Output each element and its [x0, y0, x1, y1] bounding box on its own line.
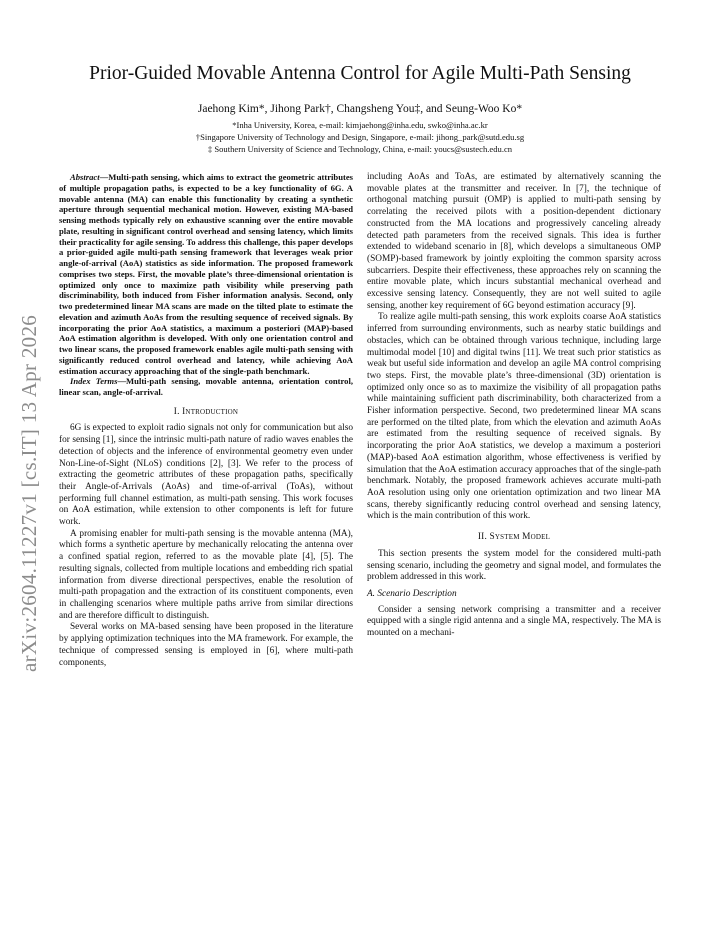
- abstract: [59, 172, 353, 376]
- subsection-heading-scenario: A. Scenario Description: [367, 588, 457, 599]
- intro-paragraph-2: A promising enabler for multi-path sensing is the movable antenna (MA), which forms a synthetic aperture by mechanically relocating the antenna over a confined spatial region, referred to as the movable plate [4], [5]. The resulting signals, collected from multiple locations and embedding rich spatial information from diverse directional perspectives, enable the resolution of multi-path propagation and the extraction of its constituent components, even in challenging scenarios where multiple paths arrive from similar directions and are therefore difficult to distinguish.: [59, 528, 353, 621]
- abstract-label: Abstract: [70, 172, 100, 182]
- right-column: [367, 172, 661, 640]
- index-terms: [59, 376, 353, 398]
- scenario-paragraph: Consider a sensing network comprising a transmitter and a receiver equipped with a single rigid antenna and a single MA, respectively. The MA is mounted on a mechani-: [367, 604, 661, 639]
- paper-title: Prior-Guided Movable Antenna Control for Agile Multi-Path Sensing: [89, 63, 631, 84]
- section-heading-introduction: I. Introduction: [173, 406, 239, 417]
- index-terms-text: —Multi-path sensing, movable antenna, orientation control, linear scan, angle-of-arrival.: [59, 376, 353, 397]
- system-model-intro: This section presents the system model for the considered multi-path sensing scenario, including the geometry and signal model, and formulates the problem addressed in this work.: [367, 548, 661, 583]
- intro-paragraph-3: Several works on MA-based sensing have been proposed in the literature by applying optimization techniques into the MA framework. For example, the technique of compressed sensing is employed in [6], where multi-path components,: [59, 622, 353, 668]
- affiliation-2: †Singapore University of Technology and Design, Singapore, e-mail: jihong_park@sutd.edu.sg: [195, 132, 525, 142]
- left-column: [59, 172, 353, 669]
- arxiv-identifier: arXiv:2604.11227v1 [cs.IT] 13 Apr 2026: [17, 314, 41, 672]
- affiliation-1: *Inha University, Korea, e-mail: kimjaehong@inha.edu, swko@inha.ac.kr: [232, 120, 488, 130]
- abstract-text: —Multi-path sensing, which aims to extract the geometric attributes of multiple propagation paths, is expected to be a key functionality of 6G. A movable antenna (MA) can enable this functionality by creating a synthetic aperture through sequential mechanical motion. However, existing MA-based sensing methods typically rely on exhaustive scanning over the entire movable plate, resulting in significant control overhead and sensing latency, which limits their practicality for agile sensing. To address this challenge, this paper develops a prior-guided agile multi-path sensing framework that leverages weak prior angle-of-arrival (AoA) statistics as side information. The proposed framework comprises two steps. First, the movable plate’s three-dimensional orientation is optimized only once to maximize path visibility while preserving path discriminability, both induced from Fisher information analysis. Second, only two predetermined linear MA scans are made on the tilted plate to estimate the elevation and azimuth AoAs from the resulting sequence of received signals. By incorporating the prior AoA statistics, a maximum a posteriori (MAP)-based AoA estimation algorithm is developed. With only one orientation control and two linear scans, the proposed framework enables agile multi-path sensing with significantly reduced control overhead and latency, while achieving AoA estimation accuracy approaching that of the single-path benchmark.: [59, 172, 353, 376]
- index-terms-label: Index Terms: [70, 376, 118, 387]
- intro-paragraph-1: 6G is expected to exploit radio signals not only for communication but also for sensing [1], since the intrinsic multi-path nature of radio waves enables the detection of objects and the inference of environmental geometry even under Non-Line-of-Sight (NLoS) conditions [2], [3]. We refer to the process of extracting the geometric attributes of these propagation paths, specifically their Angle-of-Arrivals (AoAs) and time-of-arrival (ToAs), without performing full channel estimation, as multi-path sensing. This work focuses on AoA estimation, while extension to other components is left for future work.: [59, 423, 353, 528]
- affiliation-3: ‡ Southern University of Science and Technology, China, e-mail: youcs@sustech.edu.cn: [207, 144, 513, 154]
- author-list: Jaehong Kim*, Jihong Park†, Changsheng You‡, and Seung-Woo Ko*: [197, 103, 523, 115]
- section-heading-system-model: II. System Model: [477, 532, 551, 543]
- intro-paragraph-3-continued: including AoAs and ToAs, are estimated by alternatively scanning the movable plates at the transmitter and receiver. In [7], the technique of orthogonal matching pursuit (OMP) is applied to multi-path sensing by correlating the received pilots with a position-dependent dictionary constructed from the MA locations and progressively canceling already detected path parameters from the received signals. This idea is further extended to wideband scenario in [8], which develops a simultaneous OMP (SOMP)-based framework by jointly exploiting the common sparsity across subcarriers. Despite their effectiveness, these approaches rely on scanning the entire movable plate, which incurs substantial mechanical overhead and excessive sensing latency. Consequently, they are not well suited to agile sensing, another key requirement of 6G beyond estimation accuracy [9].: [367, 172, 661, 311]
- intro-paragraph-4: To realize agile multi-path sensing, this work exploits coarse AoA statistics inferred from surrounding environments, such as nearby static buildings and obstacles, which can be obtained through various technique, including large multimodal model [10] and digital twins [11]. We treat such prior statistics as weak but useful side information and develop an agile MA control comprising two steps. First, the movable plate’s three-dimensional (3D) orientation is optimized only once so as to maximize the visibility of all propagation paths while maintaining sufficient path discriminability, both characterized from a Fisher information perspective. Second, two predetermined linear MA scans are performed on the tilted plate, from which the elevation and azimuth AoAs are estimated from the resulting sequence of received signals. By incorporating the prior AoA statistics, we develop a maximum a posteriori (MAP)-based AoA estimation algorithm, whose effectiveness is verified by simulation that the AoA estimation accuracy approaches that of the single-path benchmark. Notably, the proposed framework achieves accurate multi-path AoA resolution using only one orientation optimization and two linear MA scans, thereby significantly reducing control overhead and sensing latency, which is the main contribution of this work.: [367, 312, 661, 522]
